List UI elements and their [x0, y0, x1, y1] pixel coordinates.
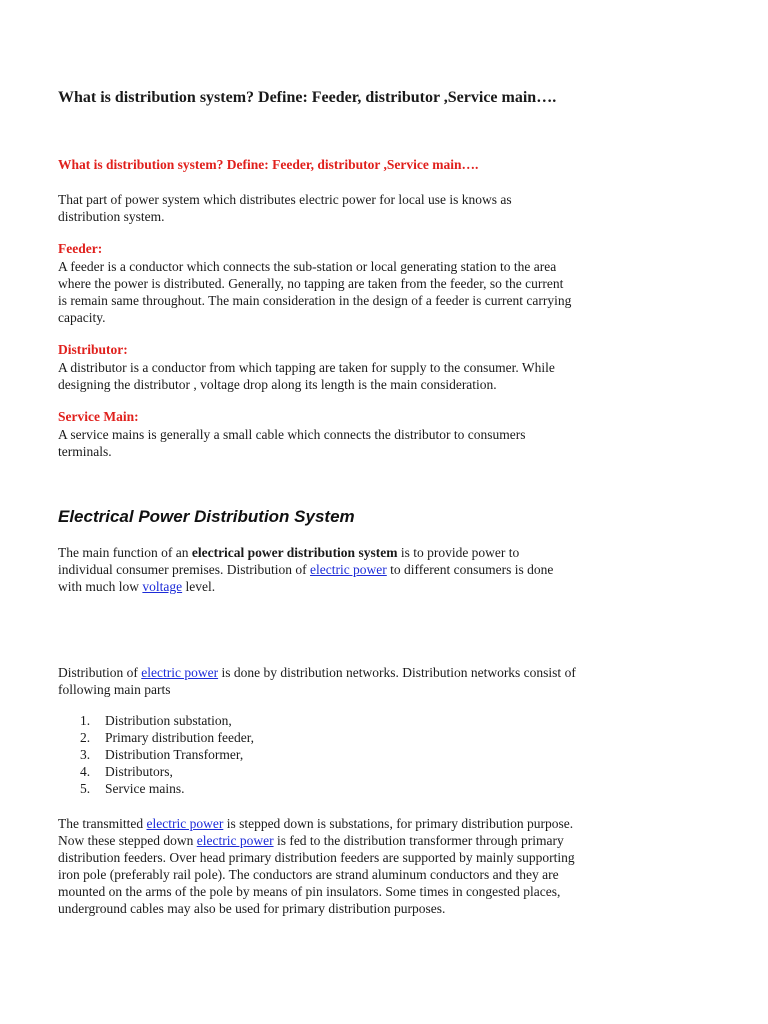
transmitted-power-paragraph	[58, 815, 575, 917]
list-number: 1.	[80, 713, 91, 728]
paragraph-line: mounted on the arms of the pole by means of pin insulators. Some times in congested places,	[58, 884, 561, 899]
list-number: 3.	[80, 747, 91, 762]
text-run: is done by distribution networks. Distribution networks consist of	[218, 665, 576, 680]
section-title-red: What is distribution system? Define: Feeder, distributor ,Service main….	[58, 157, 479, 172]
feeder-line: where the power is distributed. Generally, no tapping are taken from the feeder, so the current	[58, 276, 564, 291]
list-text: Distributors,	[105, 764, 173, 779]
text-run: individual consumer premises. Distribution of	[58, 562, 310, 577]
electric-power-link[interactable]: electric power	[141, 665, 219, 680]
service-line: A service mains is generally a small cable which connects the distributor to consumers	[58, 427, 526, 442]
list-item	[58, 780, 254, 797]
main-function-paragraph	[58, 544, 553, 595]
paragraph-line: following main parts	[58, 682, 171, 697]
list-number: 2.	[80, 730, 91, 745]
paragraph-line: underground cables may also be used for primary distribution purposes.	[58, 901, 446, 916]
paragraph-line	[58, 664, 576, 681]
document-title: What is distribution system? Define: Feeder, distributor ,Service main….	[58, 89, 557, 106]
text-run: is to provide power to	[397, 545, 520, 560]
paragraph-line	[58, 815, 575, 832]
list-number: 5.	[80, 781, 91, 796]
feeder-line: is remain same throughout. The main consideration in the design of a feeder is current carrying	[58, 293, 572, 308]
text-run: The main function of an	[58, 545, 192, 560]
list-item	[58, 729, 254, 746]
intro-paragraph	[58, 191, 512, 225]
distributor-line: designing the distributor , voltage drop along its length is the main consideration.	[58, 377, 497, 392]
voltage-link[interactable]: voltage	[142, 579, 183, 594]
text-run: is fed to the distribution transformer through primary	[273, 833, 564, 848]
section-heading: Electrical Power Distribution System	[58, 507, 355, 526]
paragraph-line	[58, 561, 553, 578]
list-text: Primary distribution feeder,	[105, 730, 255, 745]
feeder-paragraph	[58, 258, 571, 326]
list-item	[58, 712, 254, 729]
list-text: Distribution substation,	[105, 713, 232, 728]
list-text: Distribution Transformer,	[105, 747, 244, 762]
feeder-heading: Feeder:	[58, 241, 103, 256]
distributor-paragraph	[58, 359, 555, 393]
paragraph-line	[58, 832, 575, 849]
service-main-paragraph	[58, 426, 526, 460]
list-number: 4.	[80, 764, 91, 779]
feeder-line: A feeder is a conductor which connects the sub-station or local generating station to the area	[58, 259, 557, 274]
paragraph-line	[58, 544, 553, 561]
intro-line: distribution system.	[58, 209, 165, 224]
electric-power-link[interactable]: electric power	[196, 833, 274, 848]
paragraph-line: distribution feeders. Over head primary distribution feeders are supported by mainly supporting	[58, 850, 575, 865]
text-run: is stepped down is substations, for primary distribution purpose.	[223, 816, 574, 831]
bold-term: electrical power distribution system	[191, 545, 398, 560]
text-run: to different consumers is done	[386, 562, 554, 577]
text-run: level.	[182, 579, 216, 594]
electric-power-link[interactable]: electric power	[146, 816, 224, 831]
text-run: Distribution of	[58, 665, 142, 680]
distributor-line: A distributor is a conductor from which tapping are taken for supply to the consumer. While	[58, 360, 555, 375]
distributor-heading: Distributor:	[58, 342, 128, 357]
paragraph-line	[58, 578, 553, 595]
text-run: The transmitted	[58, 816, 147, 831]
paragraph-line: iron pole (preferably rail pole). The conductors are strand aluminum conductors and they are	[58, 867, 559, 882]
feeder-line: capacity.	[58, 310, 106, 325]
electric-power-link[interactable]: electric power	[309, 562, 387, 577]
list-item	[58, 746, 254, 763]
intro-line: That part of power system which distributes electric power for local use is knows as	[58, 192, 512, 207]
distribution-parts-list	[58, 712, 254, 797]
text-run: Now these stepped down	[58, 833, 197, 848]
service-main-heading: Service Main:	[58, 409, 139, 424]
text-run: with much low	[58, 579, 143, 594]
service-line: terminals.	[58, 444, 112, 459]
list-item	[58, 763, 254, 780]
list-text: Service mains.	[105, 781, 185, 796]
distribution-networks-paragraph	[58, 664, 576, 698]
